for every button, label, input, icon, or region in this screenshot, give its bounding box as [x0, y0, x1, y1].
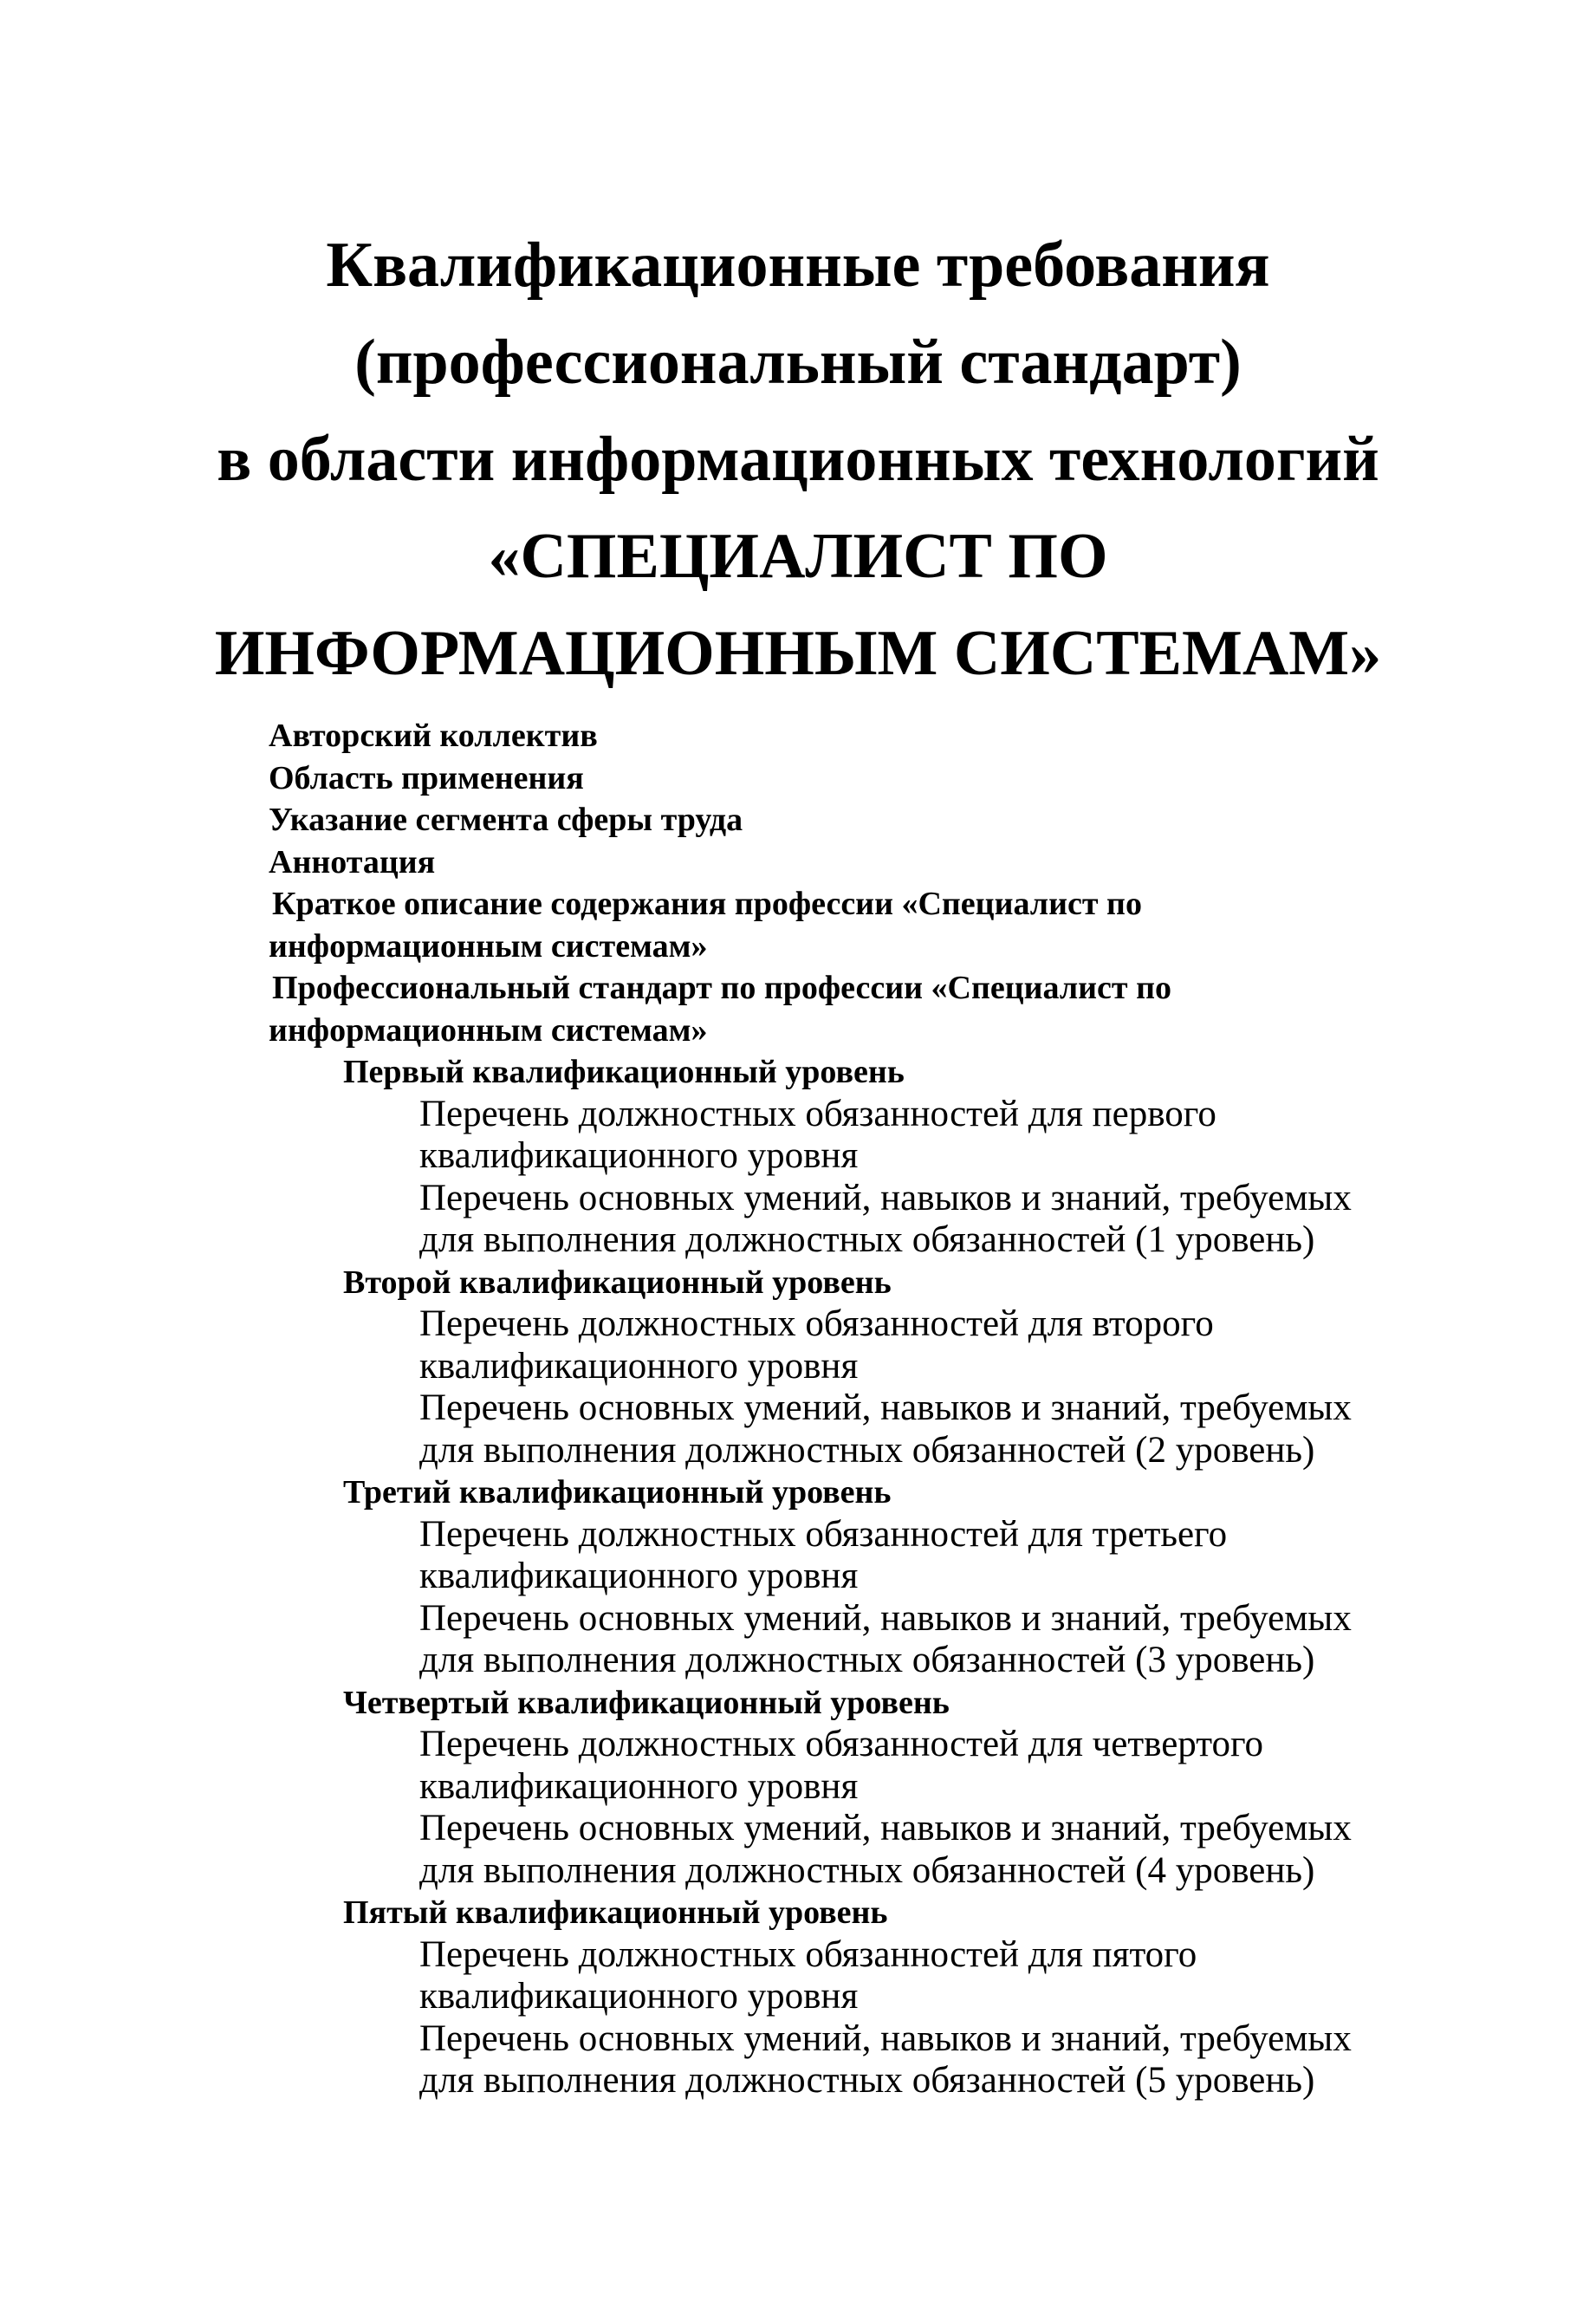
toc-entry-level-4[interactable] [269, 1682, 1464, 1725]
toc-entry-level-2[interactable] [269, 1262, 1464, 1304]
title-line: «СПЕЦИАЛИСТ ПО [488, 521, 1108, 592]
toc-subentry-label: квалификационного уровня [419, 1556, 859, 1596]
toc-entry-label: Краткое описание содержания профессии «Специалист по [272, 886, 1142, 922]
toc-entry-label: Указание сегмента сферы труда [269, 802, 743, 838]
toc-subentry-label: Перечень основных умений, навыков и знаний, требуемых [419, 1177, 1352, 1218]
toc-entry-professional-standard[interactable] [269, 967, 1464, 1051]
toc-entry-level-4-skills[interactable] [269, 1808, 1464, 1892]
toc-entry-labor-segment[interactable] [269, 799, 1464, 841]
toc-subentry-label: для выполнения должностных обязанностей (2 уровень) [419, 1429, 1315, 1471]
toc-entry-label: Авторский коллектив [269, 718, 598, 754]
toc-subentry-label: Перечень основных умений, навыков и знаний, требуемых [419, 1387, 1352, 1428]
toc-entry-level-3[interactable] [269, 1472, 1464, 1514]
toc-entry-label: информационным системам» [269, 927, 708, 965]
title-line: ИНФОРМАЦИОННЫМ СИСТЕМАМ» [214, 618, 1382, 689]
toc-level-heading: Пятый квалификационный уровень [343, 1894, 888, 1931]
toc-entry-level-5-skills[interactable] [269, 2018, 1464, 2102]
toc-level-heading: Первый квалификационный уровень [343, 1054, 905, 1090]
toc-level-heading: Третий квалификационный уровень [343, 1474, 892, 1511]
toc-subentry-label: Перечень должностных обязанностей для третьего [419, 1513, 1228, 1555]
toc-entry-authors[interactable] [269, 715, 1464, 757]
toc-entry-level-1[interactable] [269, 1051, 1464, 1094]
toc-entry-scope[interactable] [269, 757, 1464, 800]
toc-subentry-label: для выполнения должностных обязанностей (3 уровень) [419, 1640, 1315, 1680]
toc-subentry-label: для выполнения должностных обязанностей (1 уровень) [419, 1219, 1315, 1260]
toc-subentry-label: квалификационного уровня [419, 1135, 859, 1176]
toc-entry-level-4-duties[interactable] [269, 1724, 1464, 1808]
toc-subentry-label: квалификационного уровня [419, 1976, 859, 2017]
table-of-contents [269, 715, 1464, 2102]
toc-entry-label: Профессиональный стандарт по профессии «Специалист по [272, 970, 1171, 1006]
toc-entry-level-2-duties[interactable] [269, 1303, 1464, 1387]
document-title [0, 217, 1596, 702]
toc-entry-annotation[interactable] [269, 841, 1464, 884]
toc-entry-profession-summary[interactable] [269, 883, 1464, 967]
toc-subentry-label: квалификационного уровня [419, 1765, 859, 1807]
toc-subentry-label: Перечень должностных обязанностей для пятого [419, 1933, 1197, 1975]
toc-subentry-label: Перечень основных умений, навыков и знаний, требуемых [419, 2017, 1352, 2059]
toc-level-heading: Четвертый квалификационный уровень [343, 1684, 950, 1721]
toc-subentry-label: Перечень должностных обязанностей для второго [419, 1303, 1214, 1344]
title-line: Квалификационные требования [326, 230, 1270, 301]
toc-entry-label: информационным системам» [269, 1011, 708, 1049]
toc-subentry-label: Перечень должностных обязанностей для четвертого [419, 1724, 1264, 1764]
toc-level-heading: Второй квалификационный уровень [343, 1264, 892, 1301]
toc-subentry-label: Перечень должностных обязанностей для первого [419, 1093, 1216, 1134]
title-line: в области информационных технологий [217, 424, 1379, 495]
toc-subentry-label: для выполнения должностных обязанностей (4 уровень) [419, 1849, 1315, 1891]
toc-entry-level-5-duties[interactable] [269, 1934, 1464, 2018]
toc-subentry-label: квалификационного уровня [419, 1345, 859, 1387]
toc-subentry-label: для выполнения должностных обязанностей (5 уровень) [419, 2060, 1315, 2101]
toc-entry-level-2-skills[interactable] [269, 1387, 1464, 1472]
toc-entry-level-1-duties[interactable] [269, 1094, 1464, 1178]
toc-entry-level-3-skills[interactable] [269, 1598, 1464, 1682]
toc-subentry-label: Перечень основных умений, навыков и знаний, требуемых [419, 1597, 1352, 1639]
toc-entry-level-3-duties[interactable] [269, 1514, 1464, 1598]
toc-subentry-label: Перечень основных умений, навыков и знаний, требуемых [419, 1808, 1352, 1848]
toc-entry-level-1-skills[interactable] [269, 1178, 1464, 1262]
toc-entry-level-5[interactable] [269, 1892, 1464, 1934]
toc-entry-label: Аннотация [269, 843, 436, 880]
title-line: (профессиональный стандарт) [354, 327, 1242, 398]
toc-entry-label: Область применения [269, 759, 584, 796]
